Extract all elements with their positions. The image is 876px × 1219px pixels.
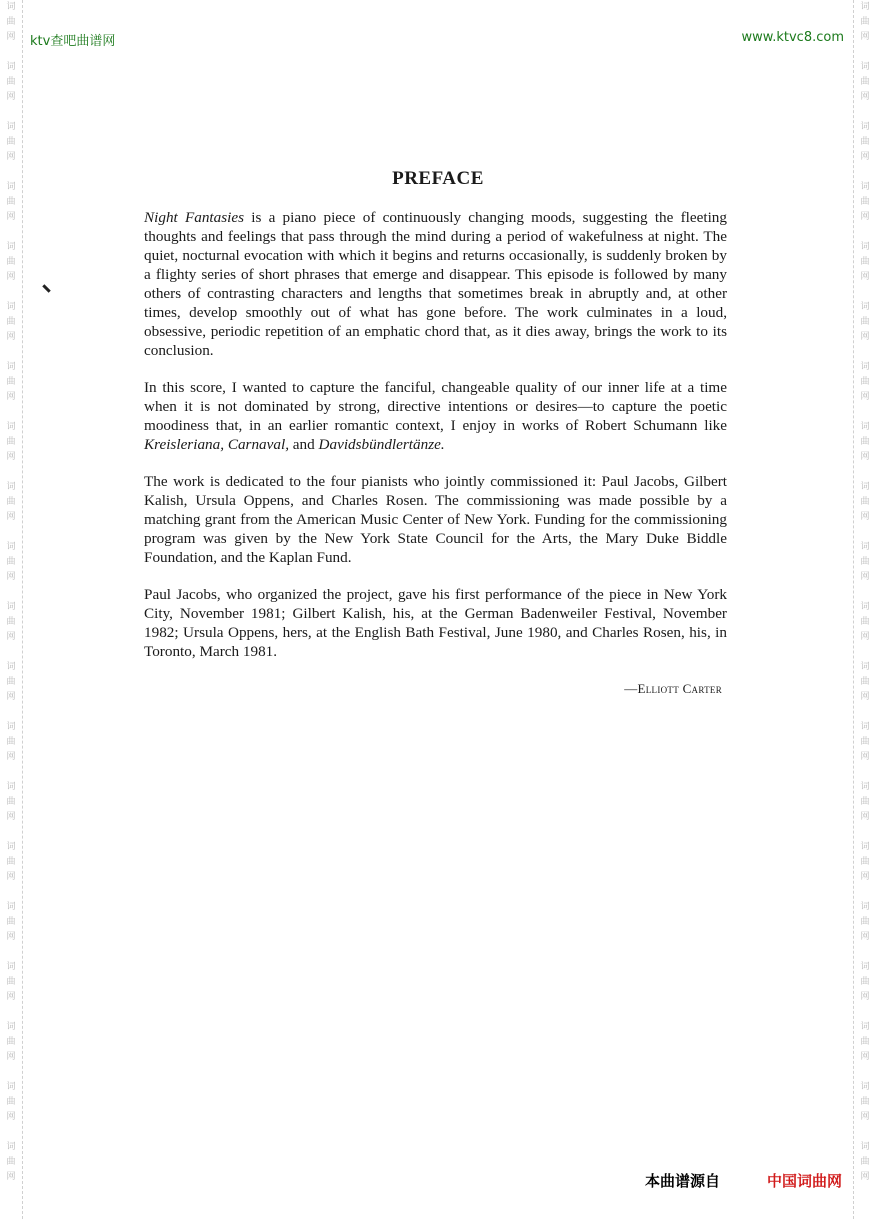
watermark-char: 词 (860, 1142, 870, 1152)
header-site-url: www.ktvc8.com (741, 30, 844, 45)
watermark-char: 曲 (860, 857, 870, 867)
watermark-group (6, 360, 15, 405)
watermark-group (860, 960, 869, 1005)
watermark-char: 网 (860, 992, 870, 1002)
watermark-char: 曲 (860, 197, 870, 207)
watermark-group (6, 300, 15, 345)
watermark-group (6, 240, 15, 285)
watermark-char: 网 (6, 1052, 16, 1062)
watermark-group (6, 960, 15, 1005)
watermark-char: 词 (6, 122, 16, 132)
watermark-char: 曲 (6, 497, 16, 507)
watermark-char: 网 (860, 32, 870, 42)
watermark-char: 网 (860, 692, 870, 702)
watermark-char: 曲 (860, 737, 870, 747)
paragraph-2-and: and (289, 436, 319, 453)
watermark-group (860, 60, 869, 105)
watermark-char: 网 (6, 632, 16, 642)
watermark-char: 词 (6, 1082, 16, 1092)
author-signature: —Elliott Carter (624, 681, 722, 696)
watermark-char: 网 (6, 512, 16, 522)
watermark-char: 网 (6, 392, 16, 402)
header-site-name: ktv查吧曲谱网 (30, 34, 116, 49)
watermark-char: 网 (6, 212, 16, 222)
watermark-group (6, 660, 15, 705)
watermark-char: 网 (860, 512, 870, 522)
watermark-char: 词 (6, 2, 16, 12)
watermark-char: 曲 (860, 1037, 870, 1047)
watermark-group (860, 0, 869, 45)
watermark-char: 曲 (6, 557, 16, 567)
watermark-char: 曲 (6, 737, 16, 747)
watermark-char: 曲 (860, 797, 870, 807)
watermark-char: 曲 (6, 1097, 16, 1107)
watermark-char: 网 (860, 212, 870, 222)
watermark-char: 词 (6, 542, 16, 552)
watermark-group (860, 480, 869, 525)
watermark-char: 曲 (6, 197, 16, 207)
watermark-char: 曲 (860, 677, 870, 687)
watermark-char: 曲 (6, 317, 16, 327)
watermark-char: 曲 (860, 377, 870, 387)
watermark-char: 网 (6, 932, 16, 942)
watermark-char: 曲 (6, 1157, 16, 1167)
watermark-char: 曲 (6, 917, 16, 927)
watermark-char: 网 (6, 692, 16, 702)
watermark-char: 曲 (6, 257, 16, 267)
watermark-group (6, 900, 15, 945)
watermark-char: 曲 (6, 617, 16, 627)
watermark-char: 词 (860, 302, 870, 312)
watermark-group (860, 660, 869, 705)
watermark-char: 网 (860, 752, 870, 762)
watermark-group (860, 540, 869, 585)
watermark-char: 网 (860, 812, 870, 822)
watermark-char: 曲 (6, 1037, 16, 1047)
watermark-char: 曲 (860, 77, 870, 87)
watermark-char: 词 (6, 1022, 16, 1032)
watermark-group (860, 120, 869, 165)
watermark-char: 曲 (6, 377, 16, 387)
watermark-char: 网 (6, 992, 16, 1002)
watermark-char: 网 (860, 632, 870, 642)
watermark-group (6, 0, 15, 45)
watermark-group (6, 120, 15, 165)
paragraph-4: Paul Jacobs, who organized the project, gave his first performance of the piece in New York City, November 1981; Gilbert Kalish, his, at the German Badenweiler Festival, November 1982; Ursula Oppens, hers, at the English Bath Festival, June 1980, and Charles Rosen, his, in Toronto, March 1981. (144, 586, 727, 660)
watermark-group (860, 420, 869, 465)
watermark-group (6, 600, 15, 645)
watermark-char: 词 (860, 842, 870, 852)
watermark-char: 词 (860, 962, 870, 972)
watermark-char: 曲 (860, 317, 870, 327)
watermark-char: 网 (860, 452, 870, 462)
watermark-char: 词 (860, 542, 870, 552)
stray-pen-mark (42, 284, 50, 292)
watermark-char: 网 (6, 272, 16, 282)
davidsbundler-italic: Davidsbündlertänze. (318, 436, 445, 453)
watermark-char: 词 (860, 242, 870, 252)
watermark-char: 网 (860, 272, 870, 282)
watermark-char: 词 (6, 662, 16, 672)
watermark-char: 网 (6, 572, 16, 582)
watermark-char: 词 (6, 602, 16, 612)
watermark-char: 曲 (860, 17, 870, 27)
watermark-group (6, 1080, 15, 1125)
watermark-char: 曲 (860, 1157, 870, 1167)
work-title-italic: Night Fantasies (144, 209, 245, 226)
watermark-char: 网 (6, 1112, 16, 1122)
watermark-group (860, 840, 869, 885)
watermark-char: 网 (860, 1052, 870, 1062)
watermark-char: 词 (6, 62, 16, 72)
watermark-group (860, 300, 869, 345)
watermark-char: 网 (6, 92, 16, 102)
watermark-char: 网 (6, 152, 16, 162)
watermark-group (860, 900, 869, 945)
preface-body (144, 208, 727, 679)
watermark-char: 网 (6, 452, 16, 462)
watermark-group (6, 540, 15, 585)
watermark-char: 网 (6, 812, 16, 822)
watermark-group (6, 480, 15, 525)
watermark-char: 词 (6, 362, 16, 372)
watermark-group (860, 780, 869, 825)
watermark-char: 曲 (6, 677, 16, 687)
watermark-char: 词 (860, 1022, 870, 1032)
paragraph-2 (144, 378, 727, 454)
watermark-group (6, 720, 15, 765)
watermark-char: 词 (860, 182, 870, 192)
watermark-char: 曲 (860, 1097, 870, 1107)
watermark-group (860, 720, 869, 765)
watermark-char: 词 (860, 2, 870, 12)
watermark-char: 曲 (860, 257, 870, 267)
watermark-group (6, 840, 15, 885)
paragraph-1-text: is a piano piece of continuously changing moods, suggesting the fleeting thoughts and feelings that pass through the mind during a period of wakefulness at night. The quiet, nocturnal evocation with which it begins and returns occasionally, is suddenly broken by a flighty series of short phrases that emerge and disappear. This episode is followed by many others of contrasting characters and lengths that sometimes break in abruptly and, at other times, develop smoothly out of what has gone before. The work culminates in a loud, obsessive, periodic repetition of an emphatic chord that, as it dies away, brings the work to its conclusion. (144, 209, 727, 359)
watermark-char: 曲 (860, 497, 870, 507)
watermark-char: 词 (860, 902, 870, 912)
watermark-group (6, 1140, 15, 1185)
watermark-group (860, 1080, 869, 1125)
watermark-char: 网 (860, 1172, 870, 1182)
watermark-char: 词 (860, 482, 870, 492)
watermark-char: 网 (6, 872, 16, 882)
paragraph-3: The work is dedicated to the four pianists who jointly commissioned it: Paul Jacobs, Gilbert Kalish, Ursula Oppens, and Charles Rosen. The commissioning was made possible by a matching grant from the American Music Center of New York. Funding for the commissioning program was given by the New York State Council for the Arts, the Mary Duke Biddle Foundation, and the Kaplan Fund. (144, 473, 727, 566)
watermark-char: 曲 (6, 977, 16, 987)
watermark-char: 曲 (6, 797, 16, 807)
watermark-char: 词 (6, 182, 16, 192)
watermark-char: 曲 (6, 437, 16, 447)
watermark-char: 词 (6, 962, 16, 972)
watermark-char: 网 (860, 872, 870, 882)
watermark-char: 曲 (6, 137, 16, 147)
watermark-group (6, 60, 15, 105)
watermark-char: 词 (6, 482, 16, 492)
watermark-char: 网 (6, 1172, 16, 1182)
watermark-char: 曲 (860, 437, 870, 447)
paragraph-2-text: In this score, I wanted to capture the fanciful, changeable quality of our inner life at a time when it is not dominated by strong, directive intentions or desires—to capture the poetic moodiness that, in an earlier romantic context, I enjoy in works of Robert Schumann like (144, 379, 727, 434)
watermark-char: 曲 (6, 77, 16, 87)
footer-source-label: 本曲谱源自 (645, 1172, 721, 1190)
watermark-char: 词 (860, 1082, 870, 1092)
watermark-char: 词 (860, 782, 870, 792)
watermark-char: 网 (860, 332, 870, 342)
watermark-group (860, 360, 869, 405)
watermark-char: 词 (6, 722, 16, 732)
watermark-group (6, 780, 15, 825)
watermark-group (860, 600, 869, 645)
watermark-char: 词 (860, 722, 870, 732)
paragraph-1 (144, 208, 727, 360)
watermark-char: 词 (6, 422, 16, 432)
watermark-char: 词 (860, 662, 870, 672)
watermark-char: 曲 (860, 917, 870, 927)
watermark-char: 词 (860, 422, 870, 432)
footer-source-link[interactable]: 中国词曲网 (766, 1172, 842, 1190)
watermark-group (860, 240, 869, 285)
watermark-char: 网 (860, 1112, 870, 1122)
watermark-char: 词 (6, 782, 16, 792)
watermark-char: 曲 (6, 17, 16, 27)
watermark-char: 词 (6, 242, 16, 252)
watermark-char: 曲 (860, 977, 870, 987)
watermark-char: 词 (6, 902, 16, 912)
watermark-char: 网 (6, 32, 16, 42)
watermark-char: 曲 (860, 557, 870, 567)
watermark-char: 网 (860, 572, 870, 582)
watermark-group (860, 1140, 869, 1185)
watermark-char: 网 (860, 92, 870, 102)
watermark-group (860, 1020, 869, 1065)
watermark-char: 网 (6, 752, 16, 762)
watermark-char: 曲 (860, 617, 870, 627)
schumann-works-italic: Kreisleriana, Carnaval, (144, 436, 289, 453)
watermark-char: 曲 (860, 137, 870, 147)
watermark-char: 网 (6, 332, 16, 342)
watermark-char: 词 (860, 122, 870, 132)
watermark-group (6, 420, 15, 465)
watermark-char: 词 (6, 302, 16, 312)
watermark-char: 网 (860, 152, 870, 162)
watermark-char: 词 (6, 842, 16, 852)
watermark-group (6, 1020, 15, 1065)
watermark-char: 词 (860, 62, 870, 72)
watermark-char: 词 (6, 1142, 16, 1152)
page-title: PREFACE (392, 168, 484, 189)
watermark-char: 词 (860, 602, 870, 612)
watermark-char: 词 (860, 362, 870, 372)
watermark-char: 网 (860, 392, 870, 402)
watermark-char: 曲 (6, 857, 16, 867)
watermark-char: 网 (860, 932, 870, 942)
